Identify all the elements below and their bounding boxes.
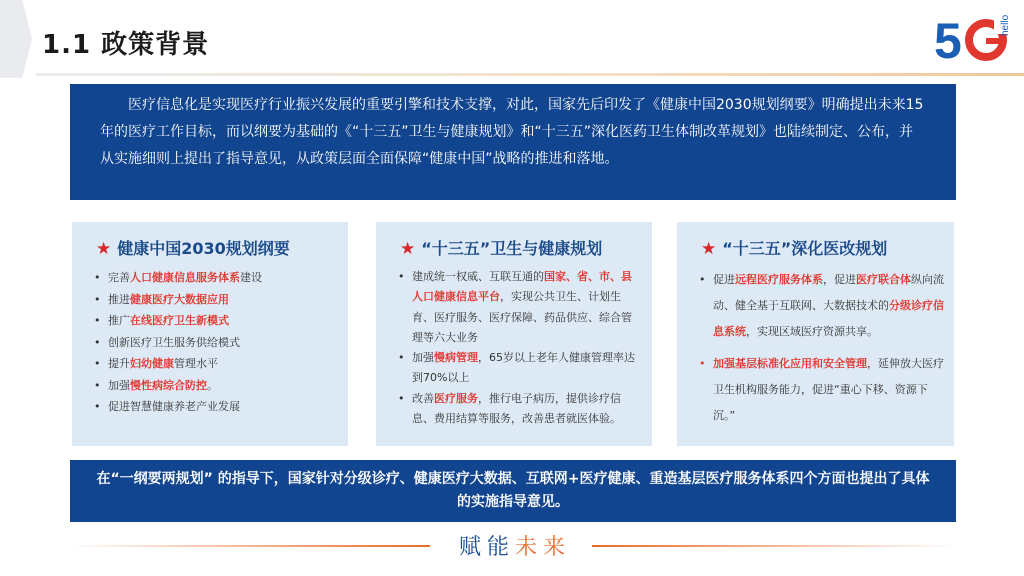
- footer-divider-right: [592, 545, 956, 547]
- conclusion-text: 在“一纲要两规划” 的指导下，国家针对分级诊疗、健康医疗大数据、互联网+医疗健康、重造基层医疗服务体系四个方面也提出了具体的实施指导意见。: [96, 471, 930, 510]
- footer-divider-left: [70, 545, 430, 547]
- card-title: ★ “十三五”深化医改规划: [701, 239, 888, 259]
- intro-box: [70, 84, 956, 200]
- card-title: ★ “十三五”卫生与健康规划: [400, 239, 603, 259]
- list-item: • 完善人口健康信息服务体系建设: [90, 267, 338, 289]
- card-13th-five-year-reform-plan: [677, 222, 954, 446]
- logo-5: 5: [934, 13, 962, 66]
- card-list: [394, 267, 642, 429]
- list-item: • 提升妇幼健康管理水平: [90, 353, 338, 375]
- header-tab-decoration: [0, 0, 32, 78]
- list-item: • 推广在线医疗卫生新模式: [90, 310, 338, 332]
- card-list: [90, 267, 338, 418]
- logo-g-bar: [986, 38, 1003, 44]
- conclusion-box: [70, 460, 956, 522]
- card-13th-five-year-health-plan: [376, 222, 652, 446]
- list-item: • 推进健康医疗大数据应用: [90, 289, 338, 311]
- list-item: • 加强基层标准化应用和安全管理，延伸放大医疗卫生机构服务能力，促进“重心下移、资源下沉。”: [695, 351, 944, 429]
- 5g-logo: [934, 6, 1014, 66]
- star-icon: ★: [400, 239, 416, 259]
- card-health-china-2030: [72, 222, 348, 446]
- list-item: • 促进远程医疗服务体系，促进医疗联合体纵向流动、健全基于互联网、大数据技术的分级诊疗信息系统，实现区域医疗资源共享。: [695, 267, 944, 345]
- card-list: [695, 267, 944, 429]
- logo-hello: hello: [1000, 14, 1011, 36]
- list-item: • 建成统一权威、互联互通的国家、省、市、县人口健康信息平台，实现公共卫生、计划生育、医疗服务、医疗保障、药品供应、综合管理等六大业务: [394, 267, 642, 348]
- list-item: • 创新医疗卫生服务供给模式: [90, 332, 338, 354]
- star-icon: ★: [96, 239, 112, 259]
- card-title: ★ 健康中国2030规划纲要: [96, 239, 290, 259]
- list-item: • 加强慢病管理，65岁以上老年人健康管理率达到70%以上: [394, 348, 642, 389]
- intro-text: 医疗信息化是实现医疗行业振兴发展的重要引擎和技术支撑，对此，国家先后印发了《健康中国2030规划纲要》明确提出未来15年的医疗工作目标，而以纲要为基础的《“十三五”卫生与健康规划》和“十三五”深化医药卫生体制改革规划》也陆续制定、公布，并从实施细则上提出了指导意见，从政策层面全面保障“健康中国”战略的推进和落地。: [100, 97, 924, 167]
- list-item: • 改善医疗服务，推行电子病历，提供诊疗信息、费用结算等服务，改善患者就医体验。: [394, 389, 642, 430]
- page-title: 1.1 政策背景: [42, 30, 210, 60]
- header-divider: [36, 73, 1024, 76]
- star-icon: ★: [701, 239, 717, 259]
- list-item: • 促进智慧健康养老产业发展: [90, 396, 338, 418]
- list-item: • 加强慢性病综合防控。: [90, 375, 338, 397]
- footer-slogan: 赋能未来: [458, 535, 572, 560]
